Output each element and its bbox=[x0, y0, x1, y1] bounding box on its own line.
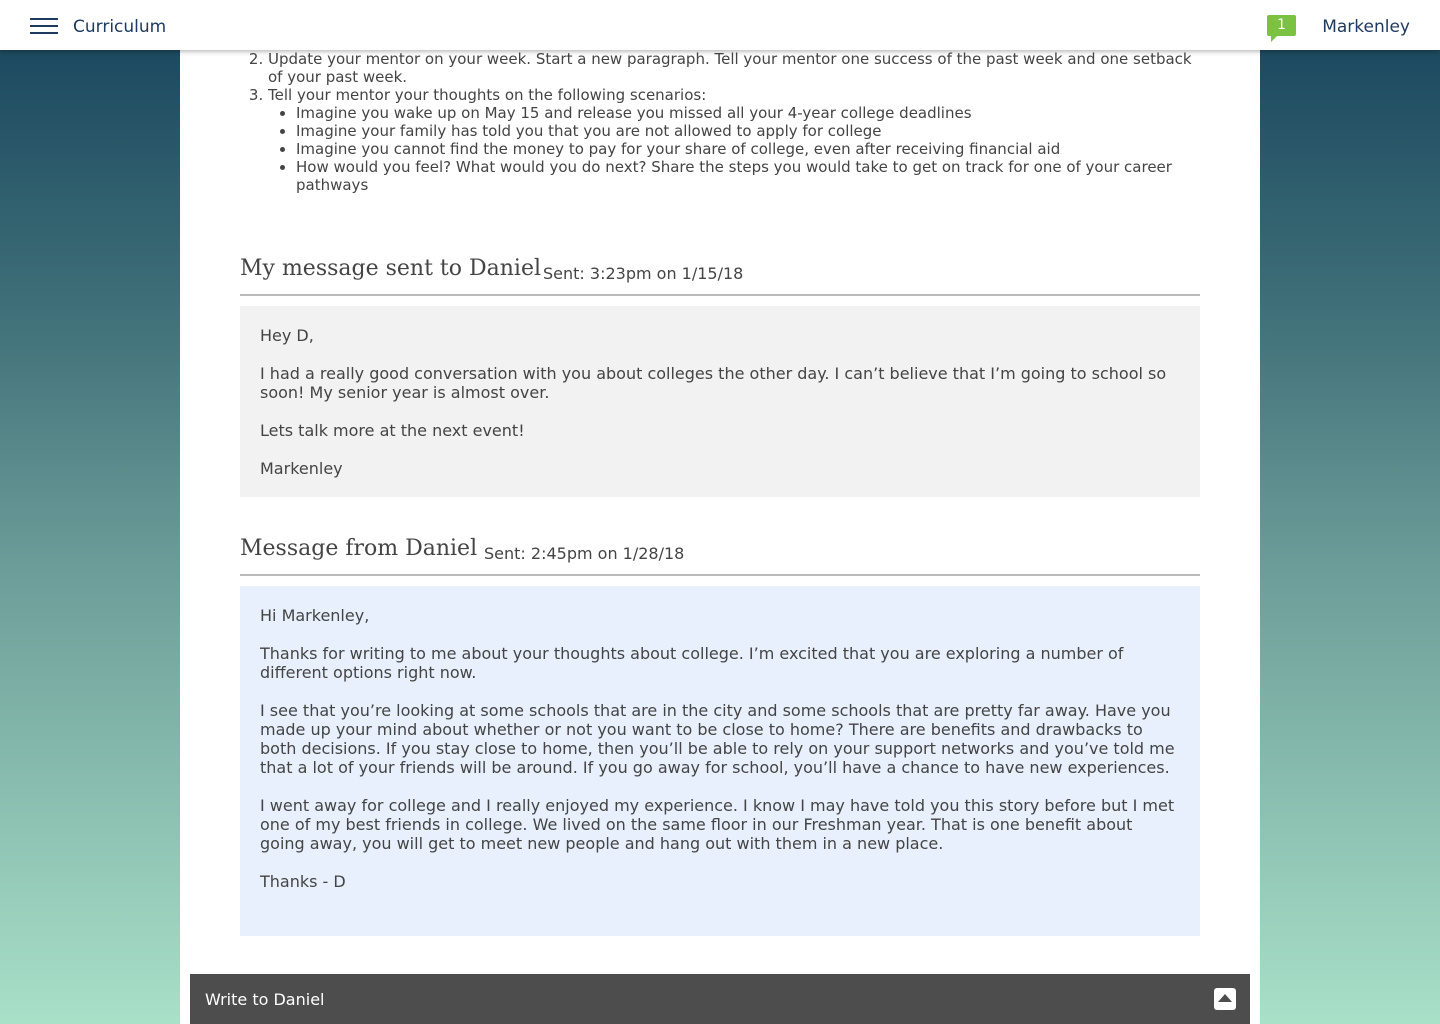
prompt-item-3-text: Tell your mentor your thoughts on the following scenarios: bbox=[268, 86, 707, 104]
scenario-list bbox=[268, 104, 1200, 194]
caret-up-icon[interactable] bbox=[1214, 988, 1236, 1010]
prompt-item-3 bbox=[268, 86, 1200, 194]
hamburger-menu-icon[interactable] bbox=[30, 18, 58, 36]
message-paragraph: Markenley bbox=[260, 459, 343, 478]
compose-bar[interactable] bbox=[190, 974, 1250, 1024]
top-nav-bar bbox=[0, 0, 1440, 50]
message-paragraph: I had a really good conversation with you about colleges the other day. I can’t believe that I’m going to school so soon! My senior year is almost over. bbox=[260, 364, 1167, 402]
message-paragraph: Thanks - D bbox=[260, 872, 346, 891]
content-panel bbox=[180, 0, 1260, 1024]
scenario-item: • Imagine your family has told you that you are not allowed to apply for college bbox=[296, 122, 1200, 140]
received-message-timestamp: Sent: 2:45pm on 1/28/18 bbox=[484, 544, 685, 563]
received-message-body bbox=[240, 586, 1200, 936]
received-message-heading: Message from Daniel bbox=[240, 536, 478, 561]
sent-message-timestamp: Sent: 3:23pm on 1/15/18 bbox=[543, 264, 744, 283]
message-paragraph: Hi Markenley, bbox=[260, 606, 370, 625]
sent-message-body bbox=[240, 306, 1200, 497]
message-paragraph: I went away for college and I really enjoyed my experience. I know I may have told you this story before but I met one of my best friends in college. We lived on the same floor in our Freshman year. That is one benefit about going away, you will get to meet new people and hang out with them in a new place. bbox=[260, 796, 1175, 853]
message-paragraph: Thanks for writing to me about your thoughts about college. I’m excited that you are exploring a number of different options right now. bbox=[260, 644, 1124, 682]
user-menu[interactable]: Markenley bbox=[1322, 17, 1410, 37]
message-paragraph: Hey D, bbox=[260, 326, 314, 345]
message-paragraph: Lets talk more at the next event! bbox=[260, 421, 525, 440]
sent-message-header bbox=[240, 256, 1200, 296]
message-paragraph: I see that you’re looking at some schools that are in the city and some schools that are pretty far away. Have you made up your mind about whether or not you want to be close to home? There are benefits and drawbacks to both decisions. If you stay close to home, then you’ll be able to rely on your support networks and you’ve told me that a lot of your friends will be around. If you go away for school, you’ll have a chance to have new experiences. bbox=[260, 701, 1175, 777]
write-to-daniel-label[interactable]: Write to Daniel bbox=[205, 990, 325, 1009]
notification-badge[interactable]: 1 bbox=[1267, 15, 1296, 36]
scenario-item: • How would you feel? What would you do next? Share the steps you would take to get on track for one of your career pathways bbox=[296, 158, 1200, 194]
scenario-item: • Imagine you wake up on May 15 and release you missed all your 4-year college deadlines bbox=[296, 104, 1200, 122]
scenario-item: • Imagine you cannot find the money to pay for your share of college, even after receiving financial aid bbox=[296, 140, 1200, 158]
prompt-list bbox=[240, 38, 1200, 194]
received-message-header bbox=[240, 536, 1200, 576]
sent-message-heading: My message sent to Daniel bbox=[240, 256, 542, 281]
prompt-item-2: 2. Update your mentor on your week. Start a new paragraph. Tell your mentor one success of the past week and one setback of your past week. bbox=[268, 50, 1200, 86]
nav-title-curriculum[interactable]: Curriculum bbox=[73, 17, 167, 37]
